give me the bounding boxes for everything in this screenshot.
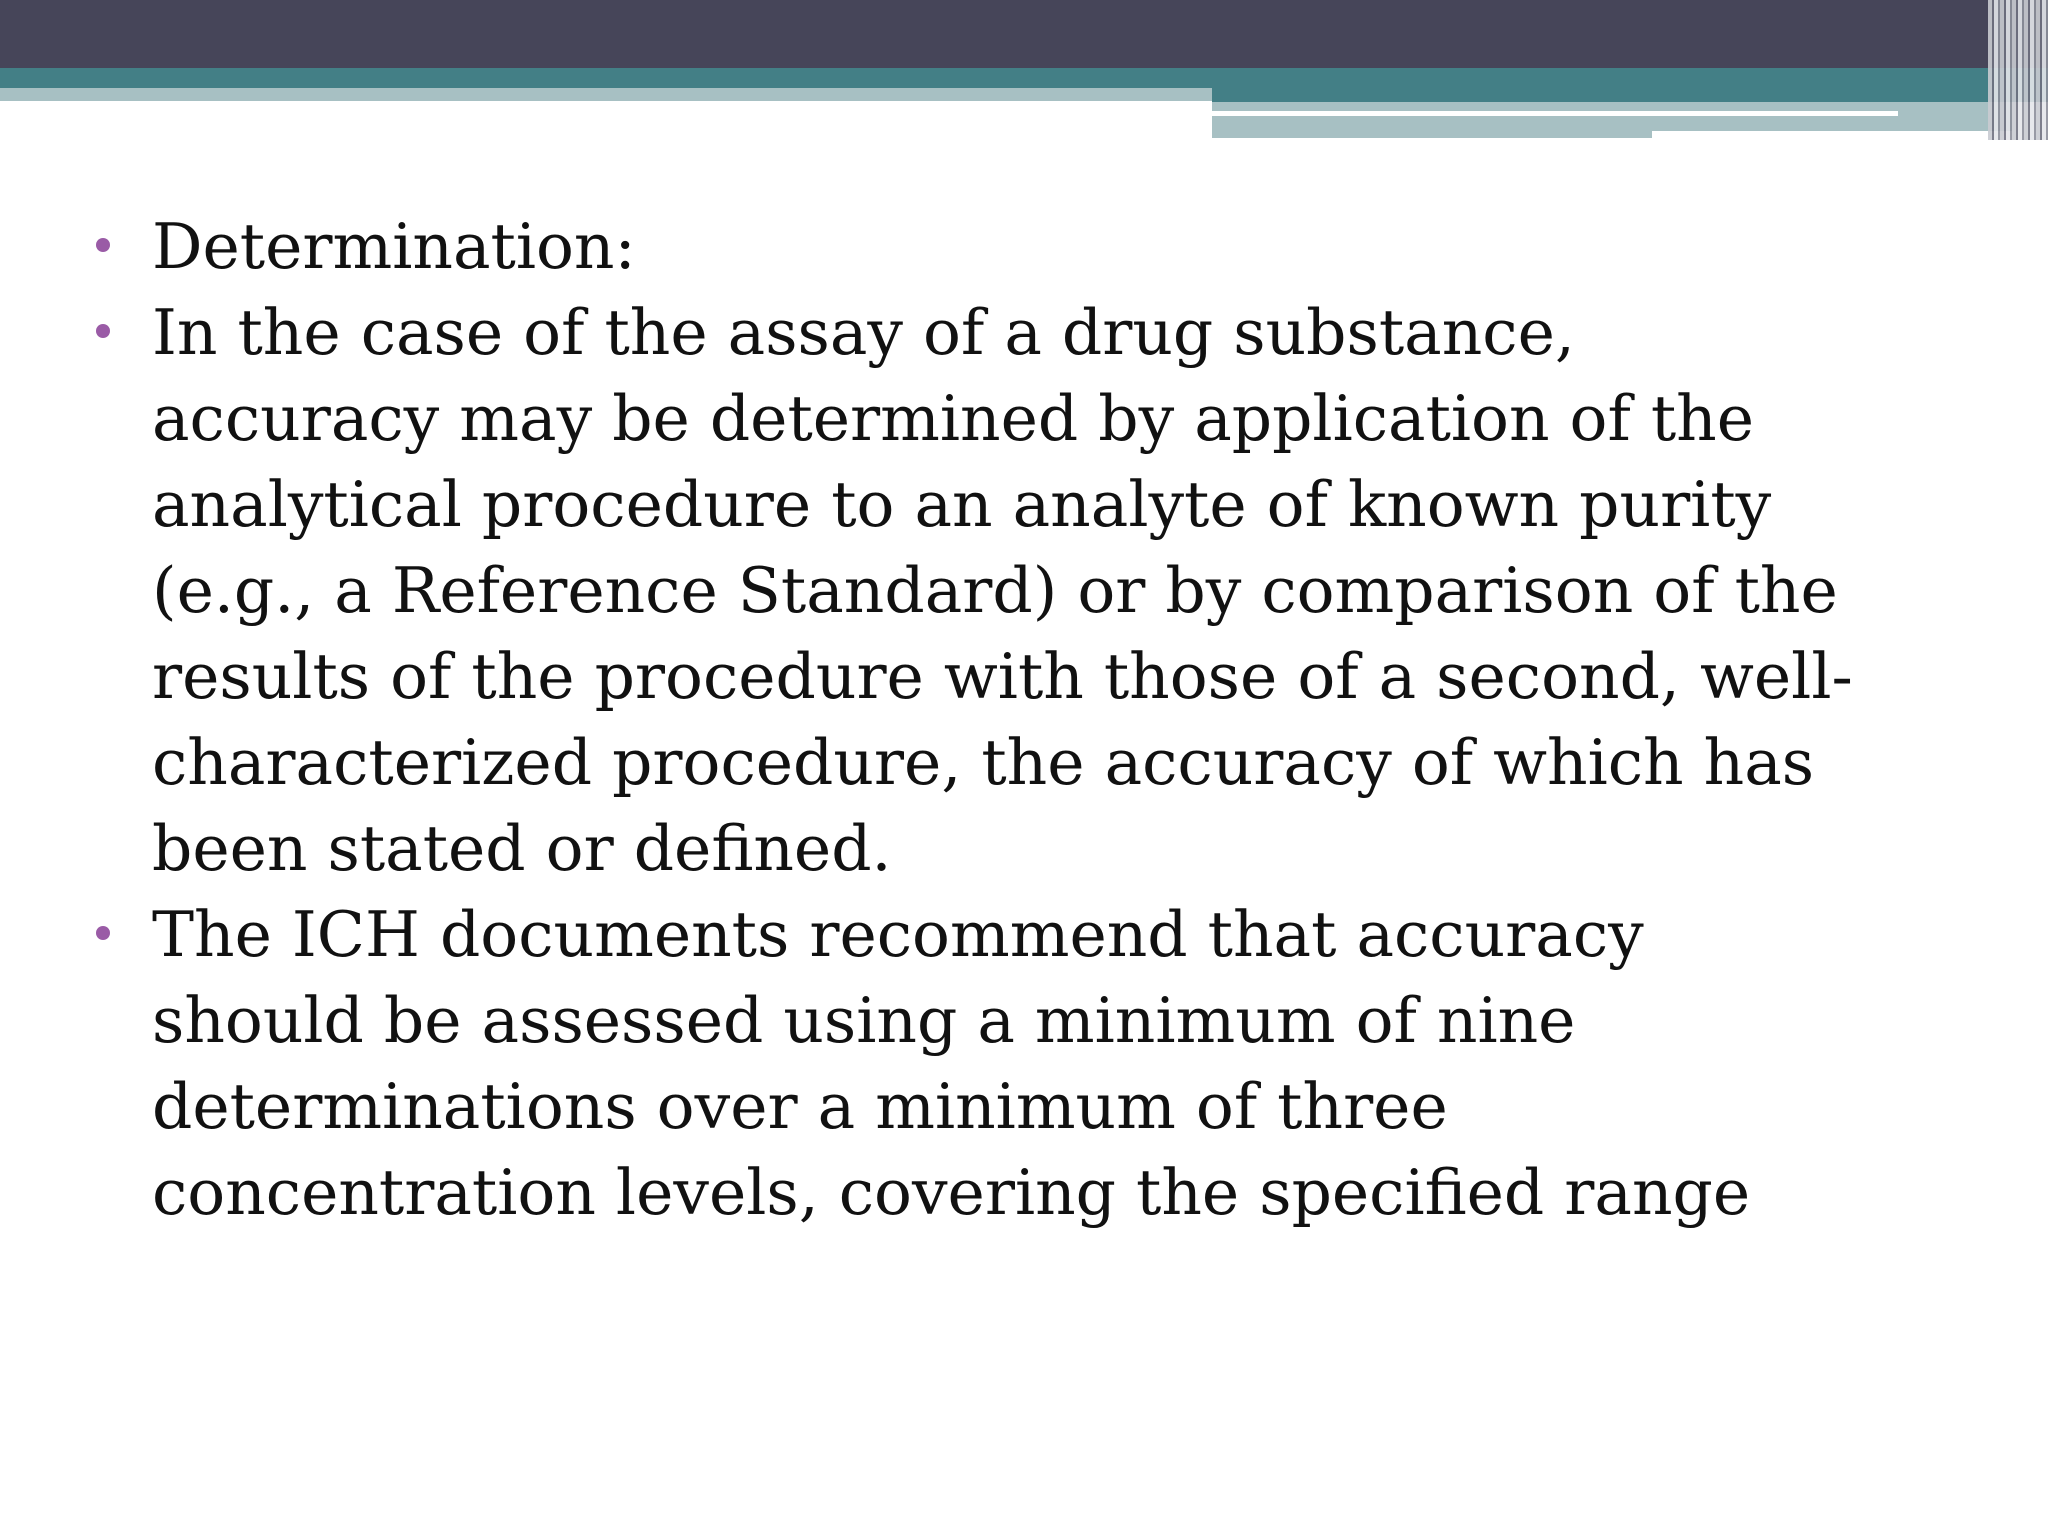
header-white-line (1212, 111, 1898, 116)
bullet-item-drug-substance-assay (96, 290, 1896, 892)
header-band-teal-right (1212, 88, 2048, 102)
bullet-dot-icon (96, 324, 110, 338)
bullet-text: In the case of the assay of a drug substance, accuracy may be determined by application of the analytical procedure to an analyte of known purity (e.g., a Reference Standard) or by comparison of the results of the procedure with those of a second, well- characterized procedure, the accuracy of which has been stated or defined. (152, 296, 1853, 885)
header-band-light-left (0, 88, 1212, 101)
bullet-dot-icon (96, 238, 110, 252)
slide-body (96, 204, 1896, 1236)
bullet-item-ich-recommendation (96, 892, 1896, 1236)
header-band-teal (0, 68, 2048, 88)
corner-stripes-decoration (1988, 0, 2048, 140)
bullet-dot-icon (96, 926, 110, 940)
bullet-item-determination (96, 204, 1896, 290)
bullet-text: Determination: (152, 210, 636, 283)
header-white-line-short (1652, 131, 2012, 138)
bullet-text: The ICH documents recommend that accuracy should be assessed using a minimum of nine determinations over a minimum of three concentration levels, covering the specified range (152, 898, 1751, 1229)
header-band-dark (0, 0, 2048, 68)
